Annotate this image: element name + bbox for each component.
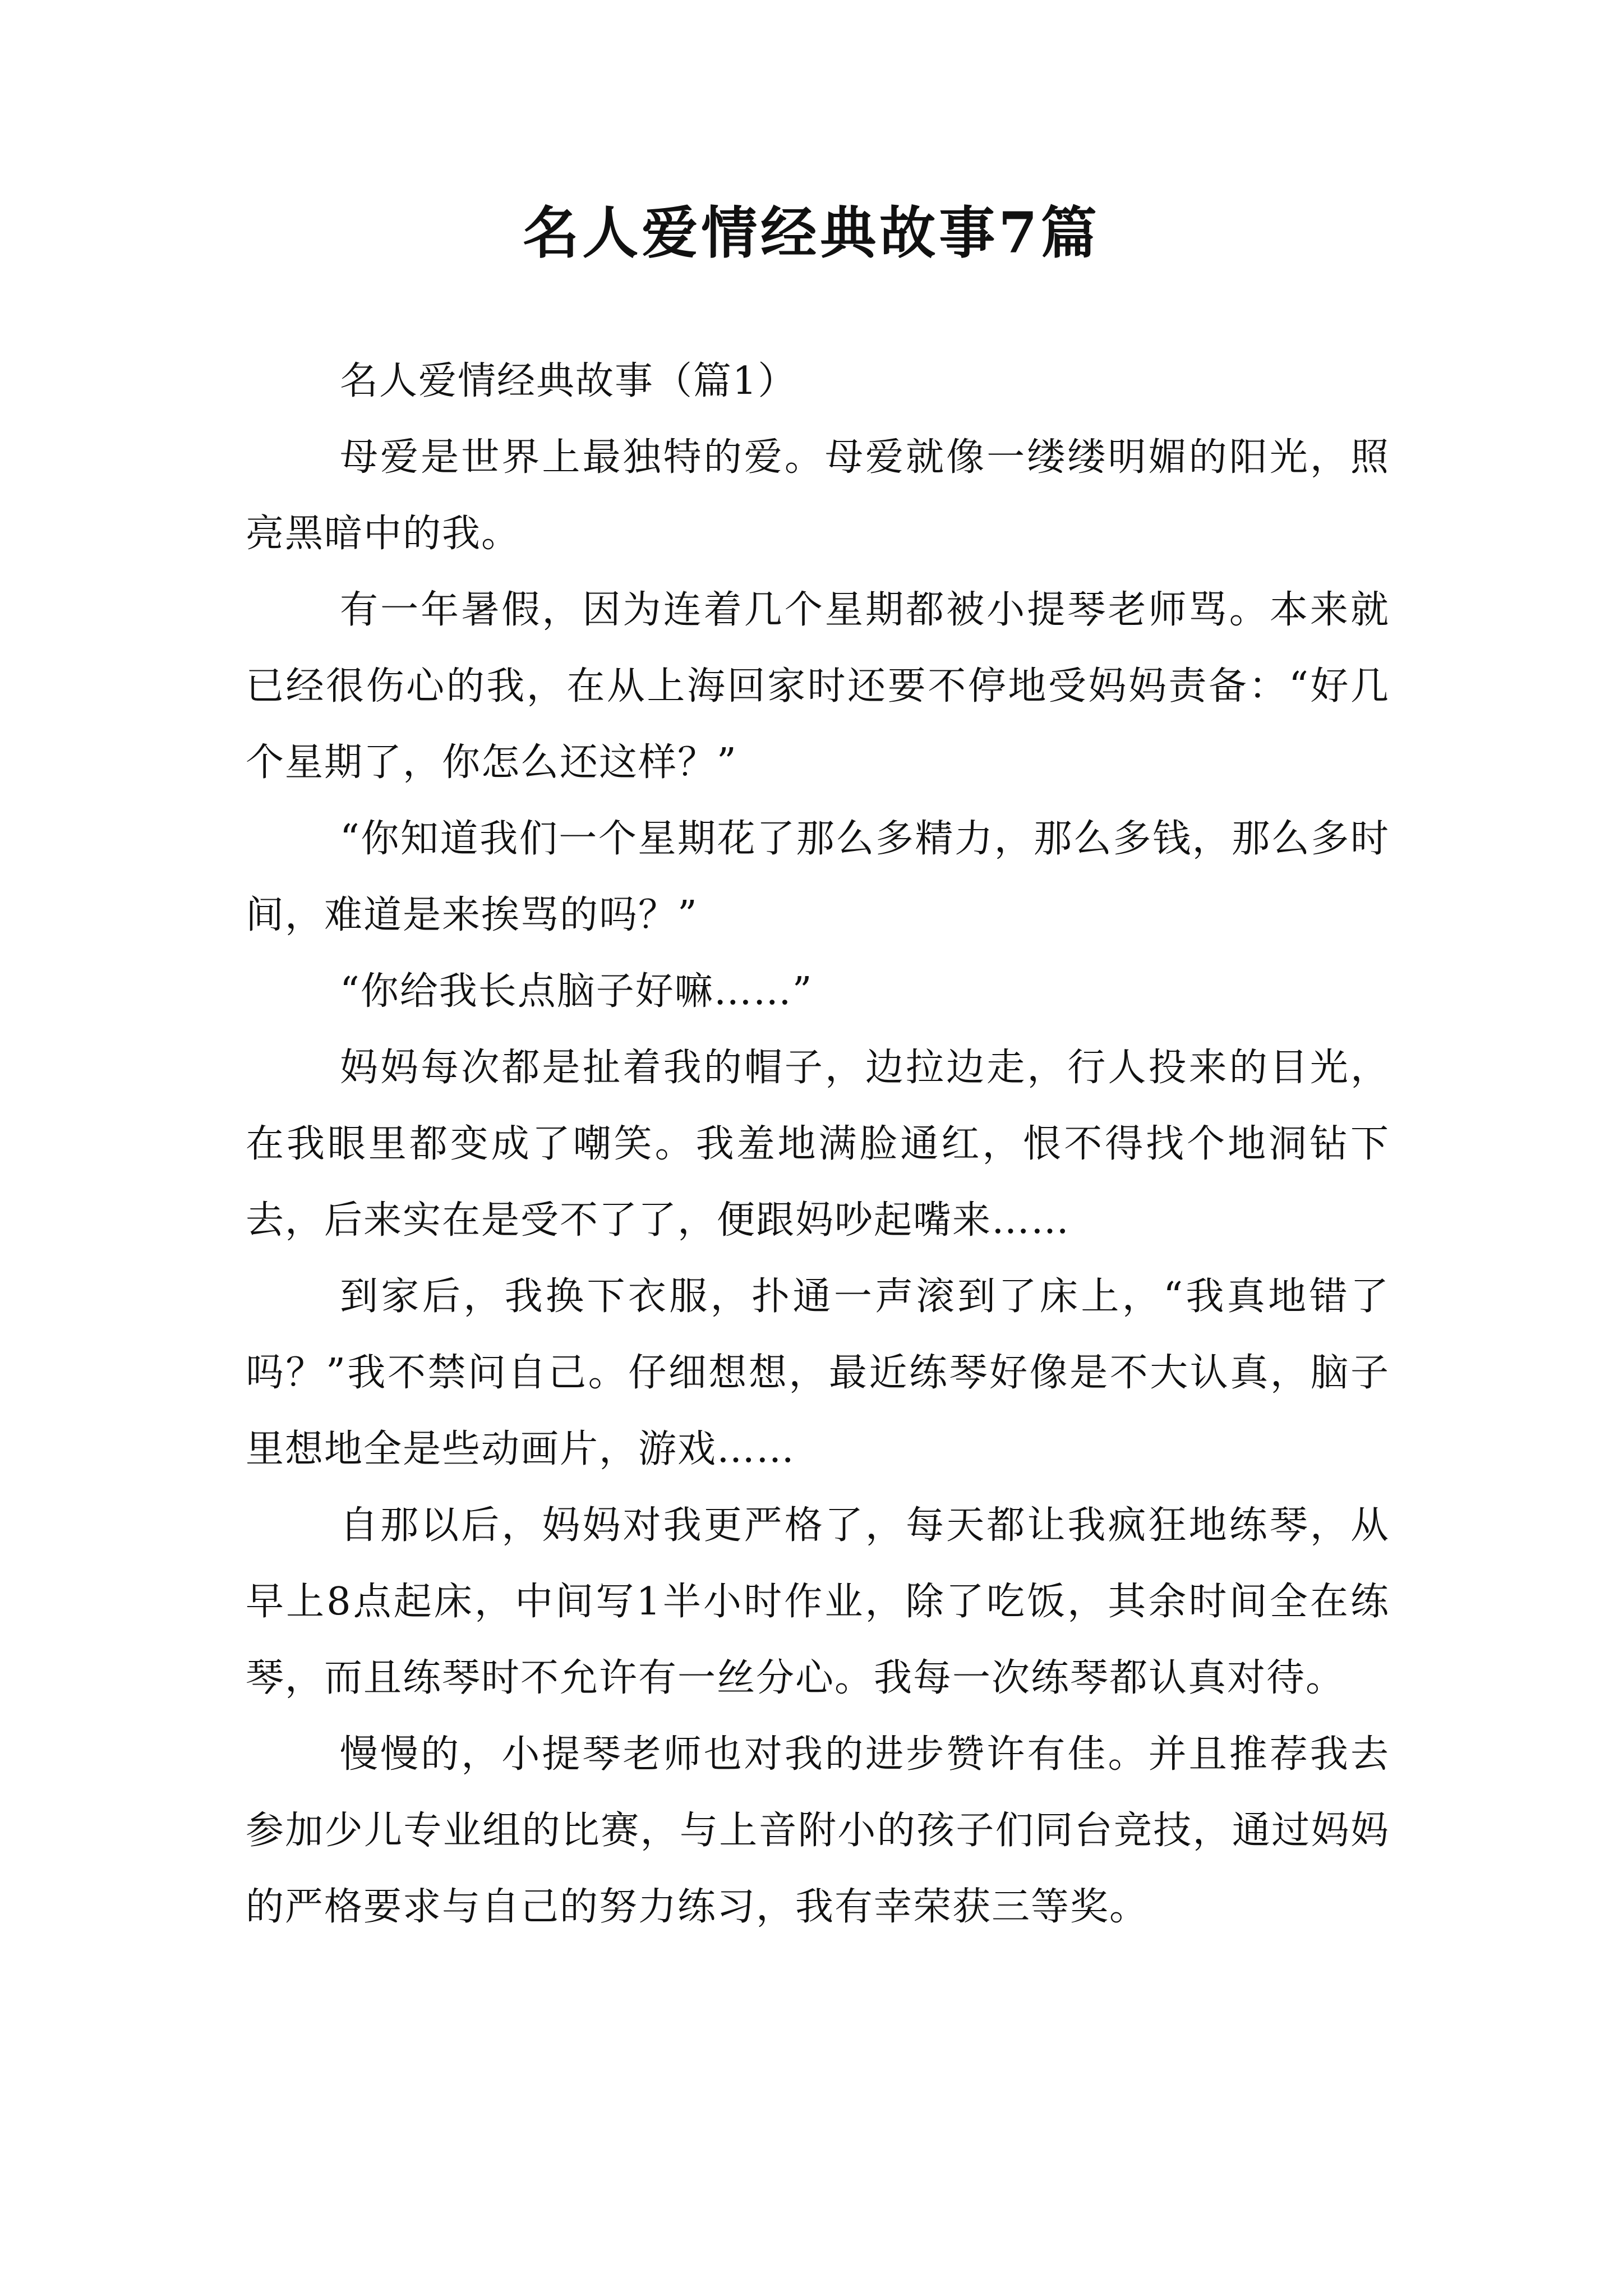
paragraph: 有一年暑假，因为连着几个星期都被小提琴老师骂。本来就已经很伤心的我，在从上海回家时还要不停地受妈妈责备：“好几个星期了，你怎么还这样？”: [246, 588, 1390, 785]
paragraph: 到家后，我换下衣服，扑通一声滚到了床上，“我真地错了吗？”我不禁问自己。仔细想想，最近练琴好像是不大认真，脑子里想地全是些动画片，游戏……: [246, 1274, 1390, 1471]
paragraph: “你给我长点脑子好嘛……”: [340, 969, 813, 1014]
paragraph: 妈妈每次都是扯着我的帽子，边拉边走，行人投来的目光，在我眼里都变成了嘲笑。我羞地满脸通红，恨不得找个地洞钻下去，后来实在是受不了了，便跟妈吵起嘴来……: [246, 1046, 1390, 1243]
paragraph: 自那以后，妈妈对我更严格了，每天都让我疯狂地练琴，从早上8点起床，中间写1半小时作业，除了吃饭，其余时间全在练琴，而且练琴时不允许有一丝分心。我每一次练琴都认真对待。: [246, 1503, 1390, 1700]
section-heading: 名人爱情经典故事（篇1）: [340, 359, 797, 403]
paragraph: 母爱是世界上最独特的爱。母爱就像一缕缕明媚的阳光，照亮黑暗中的我。: [246, 435, 1390, 556]
document-title: 名人爱情经典故事7篇: [523, 200, 1100, 266]
document-body: [246, 343, 1390, 1945]
paragraph: 慢慢的，小提琴老师也对我的进步赞许有佳。并且推荐我去参加少儿专业组的比赛，与上音附小的孩子们同台竞技，通过妈妈的严格要求与自己的努力练习，我有幸荣获三等奖。: [246, 1732, 1390, 1929]
paragraph: “你知道我们一个星期花了那么多精力，那么多钱，那么多时间，难道是来挨骂的吗？”: [246, 817, 1390, 937]
